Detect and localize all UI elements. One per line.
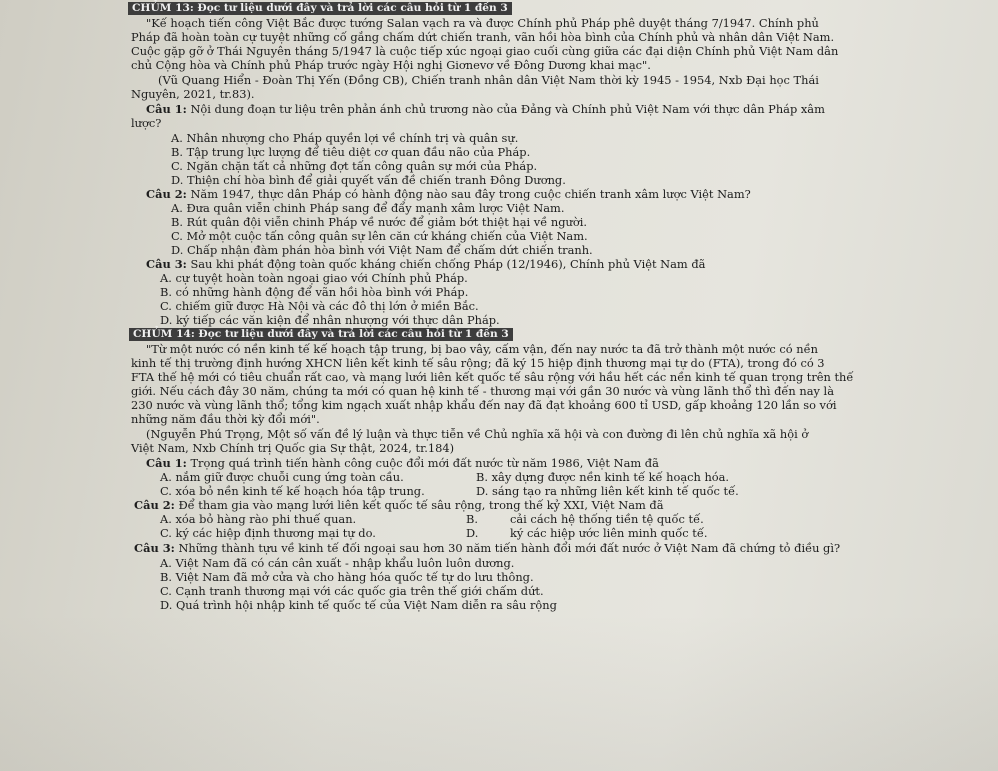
question-text: Năm 1947, thực dân Pháp có hành động nào sau đây trong cuộc chiến tranh xâm lược Việt Nam? (186, 187, 751, 201)
question-text: Sau khi phát động toàn quốc kháng chiến chống Pháp (12/1946), Chính phủ Việt Nam đã (186, 257, 706, 271)
option-d-text[interactable]: ký các hiệp ước liên minh quốc tế. (510, 526, 708, 540)
source-citation: Nguyên, 2021, tr.83). (131, 87, 255, 101)
question-text-cont: lược? (131, 116, 162, 130)
option-b[interactable]: B. xây dựng được nền kinh tế kế hoạch hóa. (476, 470, 730, 484)
option-d[interactable]: D. sáng tạo ra những liên kết kinh tế quốc tế. (476, 484, 739, 498)
option-a[interactable]: A. Việt Nam đã có cán cân xuất - nhập khẩu luôn luôn dương. (160, 556, 515, 570)
question-label: Câu 2: (146, 187, 187, 201)
option-b[interactable]: B. Tập trung lực lượng để tiêu diệt cơ quan đầu não của Pháp. (171, 145, 531, 159)
option-a[interactable]: A. cự tuyệt hoàn toàn ngoại giao với Chính phủ Pháp. (160, 271, 468, 285)
option-b-letter[interactable]: B. (466, 512, 478, 526)
question-2 (146, 187, 751, 201)
option-c[interactable]: C. Cạnh tranh thương mại với các quốc gia trên thế giới chấm dứt. (160, 584, 544, 598)
option-b[interactable]: B. Rút quân đội viễn chinh Pháp về nước để giảm bớt thiệt hại về người. (171, 215, 587, 229)
option-b-text[interactable]: cải cách hệ thống tiền tệ quốc tế. (510, 512, 704, 526)
option-a[interactable]: A. Đưa quân viễn chinh Pháp sang để đẩy mạnh xâm lược Việt Nam. (171, 201, 565, 215)
question-2 (134, 498, 664, 512)
question-1 (146, 456, 659, 470)
option-d-letter[interactable]: D. (466, 526, 479, 540)
passage-line: Pháp đã hoàn toàn cự tuyệt những cố gắng chấm dứt chiến tranh, vãn hồi hòa bình của Chính phủ và nhân dân Việt Nam. (131, 30, 835, 44)
question-text: Để tham gia vào mạng lưới liên kết quốc tế sâu rộng, trong thế kỷ XXI, Việt Nam đã (174, 498, 664, 512)
passage-line: Cuộc gặp gỡ ở Thái Nguyên tháng 5/1947 là cuộc tiếp xúc ngoại giao cuối cùng giữa các đại diện Chính phủ Việt Nam dân (131, 44, 839, 58)
option-c[interactable]: C. chiếm giữ được Hà Nội và các đô thị lớn ở miền Bắc. (160, 299, 479, 313)
section-13-header: CHỦM 13: Đọc tư liệu dưới đây và trả lời các câu hỏi từ 1 đến 3 (128, 2, 512, 15)
question-text: Trọng quá trình tiến hành công cuộc đổi mới đất nước từ năm 1986, Việt Nam đã (186, 456, 659, 470)
option-a[interactable]: A. xóa bỏ hàng rào phi thuế quan. (160, 512, 357, 526)
source-citation: (Vũ Quang Hiển - Đoàn Thị Yến (Đồng CB), Chiến tranh nhân dân Việt Nam thời kỳ 1945 - 1954, Nxb Đại học Thái (158, 73, 819, 87)
option-d[interactable]: D. Chấp nhận đàm phán hòa bình với Việt Nam để chấm dứt chiến tranh. (171, 243, 593, 257)
option-c[interactable]: C. Mở một cuộc tấn công quân sự lên căn cứ kháng chiến của Việt Nam. (171, 229, 588, 243)
passage-line: "Từ một nước có nền kinh tế kế hoạch tập trung, bị bao vây, cấm vận, đến nay nước ta đã trở thành một nước có nền (146, 342, 818, 356)
source-citation: (Nguyễn Phú Trọng, Một số vấn đề lý luận và thực tiễn về Chủ nghĩa xã hội và con đường đi lên chủ nghĩa xã hội ở (146, 427, 809, 441)
passage-line: kinh tế thị trường định hướng XHCN liên kết kinh tế sâu rộng; đã ký 15 hiệp định thương mại tự do (FTA), trong đó có 3 (131, 356, 825, 370)
passage-line: 230 nước và vùng lãnh thổ; tổng kim ngạch xuất nhập khẩu đến nay đã đạt khoảng 600 tỉ USD, gấp khoảng 120 lần so với (131, 398, 837, 412)
question-label: Câu 1: (146, 102, 187, 116)
question-3 (134, 541, 840, 555)
question-text: Những thành tựu về kinh tế đối ngoại sau hơn 30 năm tiến hành đổi mới đất nước ở Việt Nam đã chứng tỏ điều gì? (174, 541, 841, 555)
option-c[interactable]: C. Ngăn chặn tất cả những đợt tấn công quân sự mới của Pháp. (171, 159, 538, 173)
question-label: Câu 3: (134, 541, 175, 555)
question-1 (146, 102, 825, 116)
option-c[interactable]: C. xóa bỏ nền kinh tế kế hoạch hóa tập trung. (160, 484, 425, 498)
question-text: Nội dung đoạn tư liệu trên phản ánh chủ trương nào của Đảng và Chính phủ Việt Nam với thực dân Pháp xâm (186, 102, 825, 116)
option-d[interactable]: D. Quá trình hội nhập kinh tế quốc tế của Việt Nam diễn ra sâu rộng (160, 598, 557, 612)
option-a[interactable]: A. Nhân nhượng cho Pháp quyền lợi về chính trị và quân sự. (171, 131, 519, 145)
source-citation: Việt Nam, Nxb Chính trị Quốc gia Sự thật, 2024, tr.184) (131, 441, 455, 455)
passage-line: những năm đầu thời kỳ đổi mới". (131, 412, 320, 426)
question-label: Câu 3: (146, 257, 187, 271)
option-b[interactable]: B. có những hành động để vãn hồi hòa bình với Pháp. (160, 285, 469, 299)
passage-line: "Kế hoạch tiến công Việt Bắc được tướng Salan vạch ra và được Chính phủ Pháp phê duyệt tháng 7/1947. Chính phủ (146, 16, 819, 30)
option-d[interactable]: D. Thiện chí hòa bình để giải quyết vấn đề chiến tranh Đông Dương. (171, 173, 566, 187)
question-3 (146, 257, 705, 271)
passage-line: giới. Nếu cách đây 30 năm, chúng ta mới có quan hệ kinh tế - thương mại với gần 30 nước và vùng lãnh thổ thì đến nay là (131, 384, 834, 398)
option-d[interactable]: D. ký tiếp các văn kiện để nhân nhượng với thực dân Pháp. (160, 313, 500, 327)
section-14-header: CHỦM 14: Đọc tư liệu dưới đây và trả lời các câu hỏi từ 1 đến 3 (129, 328, 513, 341)
passage-line: chủ Cộng hòa và Chính phủ Pháp trước ngày Hội nghị Giơnevơ về Đông Dương khai mạc". (131, 58, 651, 72)
question-label: Câu 1: (146, 456, 187, 470)
question-label: Câu 2: (134, 498, 175, 512)
option-a[interactable]: A. nắm giữ được chuỗi cung ứng toàn cầu. (160, 470, 404, 484)
page-shadow (0, 614, 998, 771)
passage-line: FTA thế hệ mới có tiêu chuẩn rất cao, và mạng lưới liên kết quốc tế sâu rộng với hầu hết các nền kinh tế quan trọng trên thế (131, 370, 854, 384)
option-b[interactable]: B. Việt Nam đã mở cửa và cho hàng hóa quốc tế tự do lưu thông. (160, 570, 534, 584)
option-c[interactable]: C. ký các hiệp định thương mại tự do. (160, 526, 376, 540)
